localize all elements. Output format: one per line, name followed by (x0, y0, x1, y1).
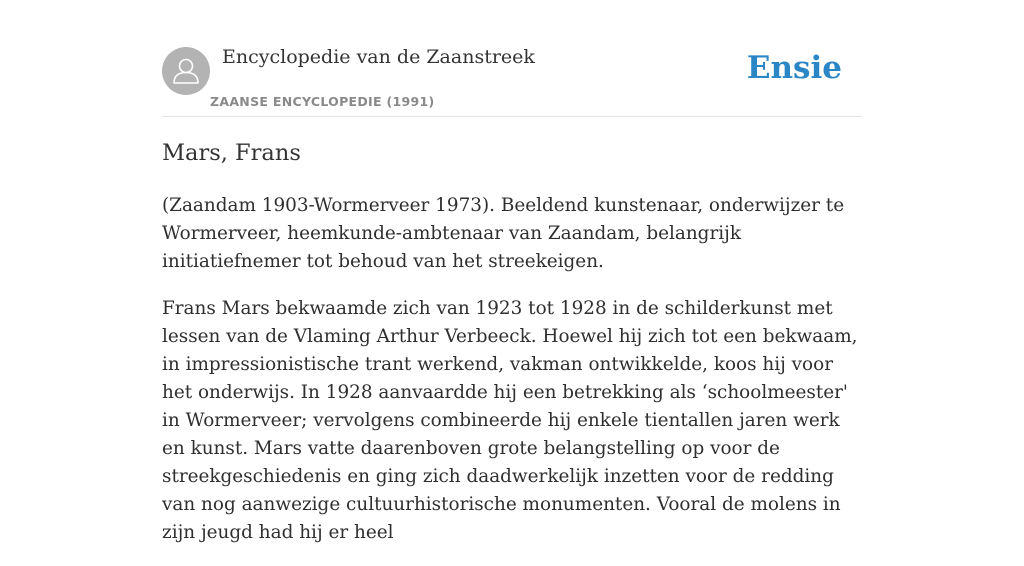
entry-paragraph: Frans Mars bekwaamde zich van 1923 tot 1928 in de schilderkunst met lessen van de Vlaming Arthur Verbeeck. Hoewel hij zich tot een bekwaam, in impressionistische trant werkend, vakman ontwikkelde, koos hij voor het onderwijs. In 1928 aanvaardde hij een betrekking als ‘schoolmeester' in Wormerveer; vervolgens combineerde hij enkele tientallen jaren werk en kunst. Mars vatte daarenboven grote belangstelling op voor de streekgeschiedenis en ging zich daadwerkelijk inzetten voor de redding van nog aanwezige cultuurhistorische monumenten. Vooral de molens in zijn jeugd had hij er heel (162, 298, 858, 543)
entry-paragraph: (Zaandam 1903-Wormerveer 1973). Beeldend kunstenaar, onderwijzer te Wormerveer, heemkunde-ambtenaar van Zaandam, belangrijk initiatiefnemer tot behoud van het streekeigen. (162, 195, 845, 272)
entry-body (162, 192, 862, 566)
source-header (162, 0, 862, 117)
user-icon (162, 47, 210, 95)
source-subtitle: ZAANSE ENCYCLOPEDIE (1991) (210, 94, 435, 109)
source-title-link[interactable]: Encyclopedie van de Zaanstreek (222, 46, 535, 68)
entry-title: Mars, Frans (162, 140, 301, 166)
source-avatar[interactable] (162, 47, 210, 95)
ensie-logo-link[interactable]: Ensie (746, 50, 842, 86)
page (162, 0, 862, 543)
